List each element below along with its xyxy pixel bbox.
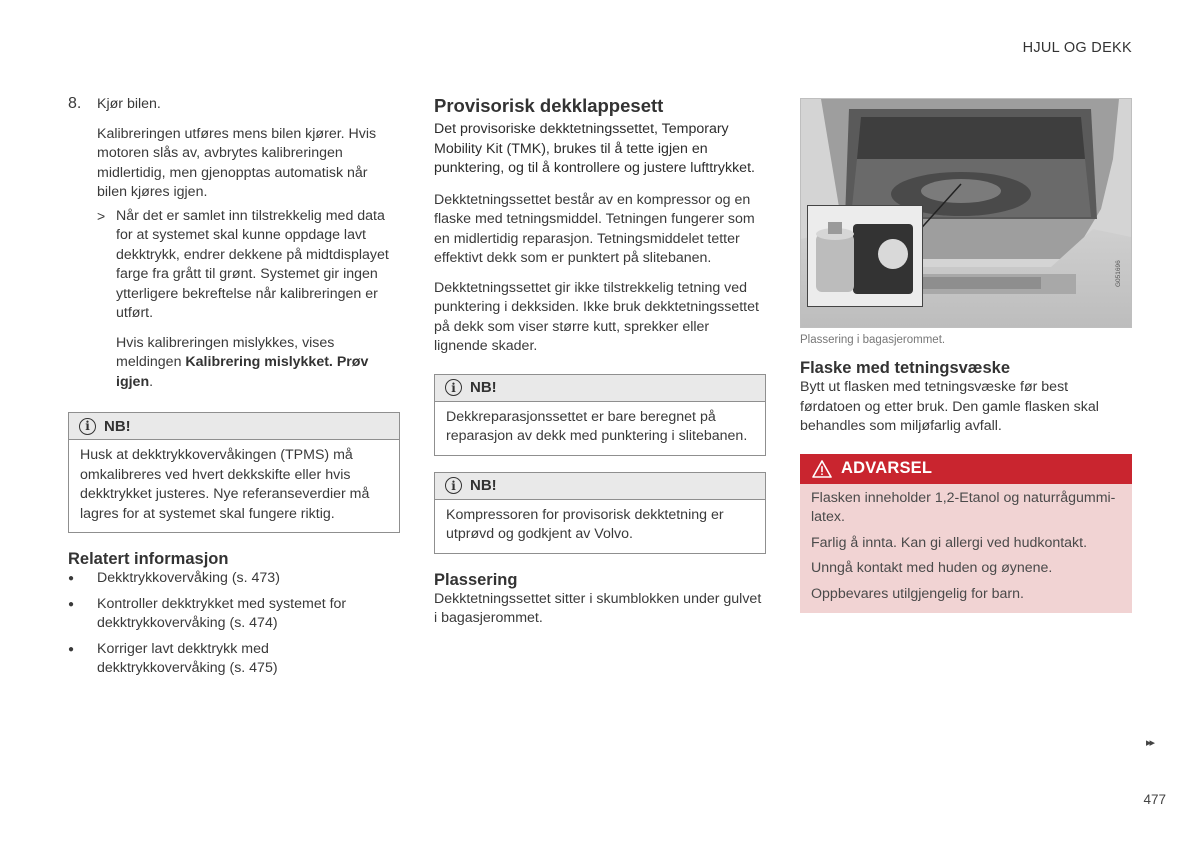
continue-arrows-icon: ▸▸ (1146, 737, 1154, 749)
info-circle-icon: i (445, 379, 462, 396)
related-heading: Relatert informasjon (68, 550, 229, 568)
warning-body (800, 484, 1132, 614)
placement-text: Dekktetningssettet sitter i skumblokken under gulvet i bagasjerommet. (434, 590, 762, 626)
failure-message: Kalibrering mislykket. Prøv igjen (116, 354, 369, 390)
bullet-icon: ● (68, 598, 75, 610)
note-text: Kompressoren for provisorisk dekktetning er utprøvd og godkjent av Volvo. (446, 506, 724, 542)
warning-line: Unngå kontakt med huden og øynene. (811, 560, 1053, 576)
paragraph-2: Dekktetningssettet gir ikke tilstrekkelig tetning ved punktering i dekksiden. Ikke bruk dekktetningssettet på dekk som viser større kutt, sprekker eller lignende skader. (434, 279, 759, 354)
related-item[interactable] (68, 640, 400, 679)
section-header: HJUL OG DEKK (1022, 40, 1132, 56)
page-number: 477 (1143, 792, 1166, 807)
related-item[interactable] (68, 569, 400, 589)
paragraph-1: Dekktetningssettet består av en kompressor og en flaske med tetningsmiddel. Tetningen fungerer som en midlertidig reparasjon. Tetningsmiddelet tetter effektivt dekk som er punktert på slitebanen. (434, 191, 755, 266)
failure-text-pre: Hvis kalibreringen mislykkes, vises meldingen (116, 334, 335, 370)
result-item (97, 207, 400, 324)
related-item[interactable] (68, 595, 400, 634)
step-8 (68, 95, 400, 115)
section-heading: Provisorisk dekklappesett (434, 95, 664, 116)
failure-text-post: . (149, 373, 154, 390)
trunk-illustration (800, 98, 1132, 328)
note-header (435, 473, 765, 500)
related-list (68, 569, 400, 679)
related-item-text: Dekktrykkovervåking (s. 473) (97, 570, 280, 586)
bullet-icon: ● (68, 643, 75, 655)
warning-header (800, 454, 1132, 484)
column-middle (434, 95, 766, 629)
image-caption: Plassering i bagasjerommet. (800, 334, 946, 346)
warning-line: Farlig å innta. Kan gi allergi ved hudkontakt. (811, 534, 1088, 551)
warning-line: Oppbevares utilgjengelig for barn. (811, 585, 1024, 602)
note-body (435, 402, 765, 455)
step-description: Kalibreringen utføres mens bilen kjører. Hvis motoren slås av, avbrytes kalibreringen midlertidig, men gjenopptas automatisk når bilen kjøres igjen. (97, 125, 377, 200)
step-text: Kjør bilen. (97, 96, 161, 112)
result-arrow-icon: > (97, 207, 106, 224)
info-circle-icon: i (445, 477, 462, 494)
kit-drawing (808, 206, 922, 306)
note-text: Dekkreparasjonssettet er bare beregnet på reparasjon av dekk med punktering i slitebanen. (446, 408, 748, 444)
note-box-compressor (434, 472, 766, 554)
failure-text (116, 334, 400, 393)
note-body (435, 500, 765, 553)
warning-box (800, 454, 1132, 614)
note-header (435, 375, 765, 402)
related-item-text: Kontroller dekktrykket med systemet for dekktrykkovervåking (s. 474) (97, 595, 347, 631)
placement-heading: Plassering (434, 570, 518, 589)
warning-line: Flasken inneholder 1,2-Etanol og naturrågummi-latex. (811, 489, 1116, 525)
intro-text: Det provisoriske dekktetningssettet, Temporary Mobility Kit (TMK), brukes til å tette igjen en punktering, og til å kontrollere og justere lufttrykket. (434, 121, 755, 176)
result-text: Når det er samlet inn tilstrekkelig med data for at systemet skal kunne oppdage lavt dekktrykk, endrer dekkene på midtdisplayet farge fra grått til grønt. Systemet gir ingen ytterligere bekreftelse når kalibreringen er utført. (116, 207, 389, 321)
note-box-tpms (68, 412, 400, 533)
warning-title: ADVARSEL (841, 459, 933, 477)
note-title: NB! (470, 379, 497, 396)
info-circle-icon: i (79, 418, 96, 435)
bottle-heading: Flaske med tetningsvæske (800, 359, 1011, 377)
bullet-icon: ● (68, 573, 75, 584)
note-title: NB! (470, 477, 497, 494)
image-code: G051696 (1115, 260, 1122, 287)
step-number: 8. (68, 95, 82, 112)
inset-detail (807, 205, 923, 307)
warning-triangle-icon (812, 460, 832, 478)
bottle-text: Bytt ut flasken med tetningsvæske før best førdatoen og etter bruk. Den gamle flasken skal behandles som miljøfarlig avfall. (800, 379, 1099, 434)
note-header (69, 413, 399, 440)
column-right (800, 98, 1132, 613)
note-title: NB! (104, 417, 131, 435)
related-item-text: Korriger lavt dekktrykk med dekktrykkovervåking (s. 475) (97, 640, 278, 676)
note-box-repair (434, 374, 766, 456)
note-body (69, 440, 399, 532)
note-text: Husk at dekktrykkovervåkingen (TPMS) må omkalibreres ved hvert dekkskifte eller hvis dekktrykket justeres. Nye referanseverdier må lagres for at systemet skal fungere riktig. (80, 447, 370, 522)
column-left (68, 95, 400, 679)
